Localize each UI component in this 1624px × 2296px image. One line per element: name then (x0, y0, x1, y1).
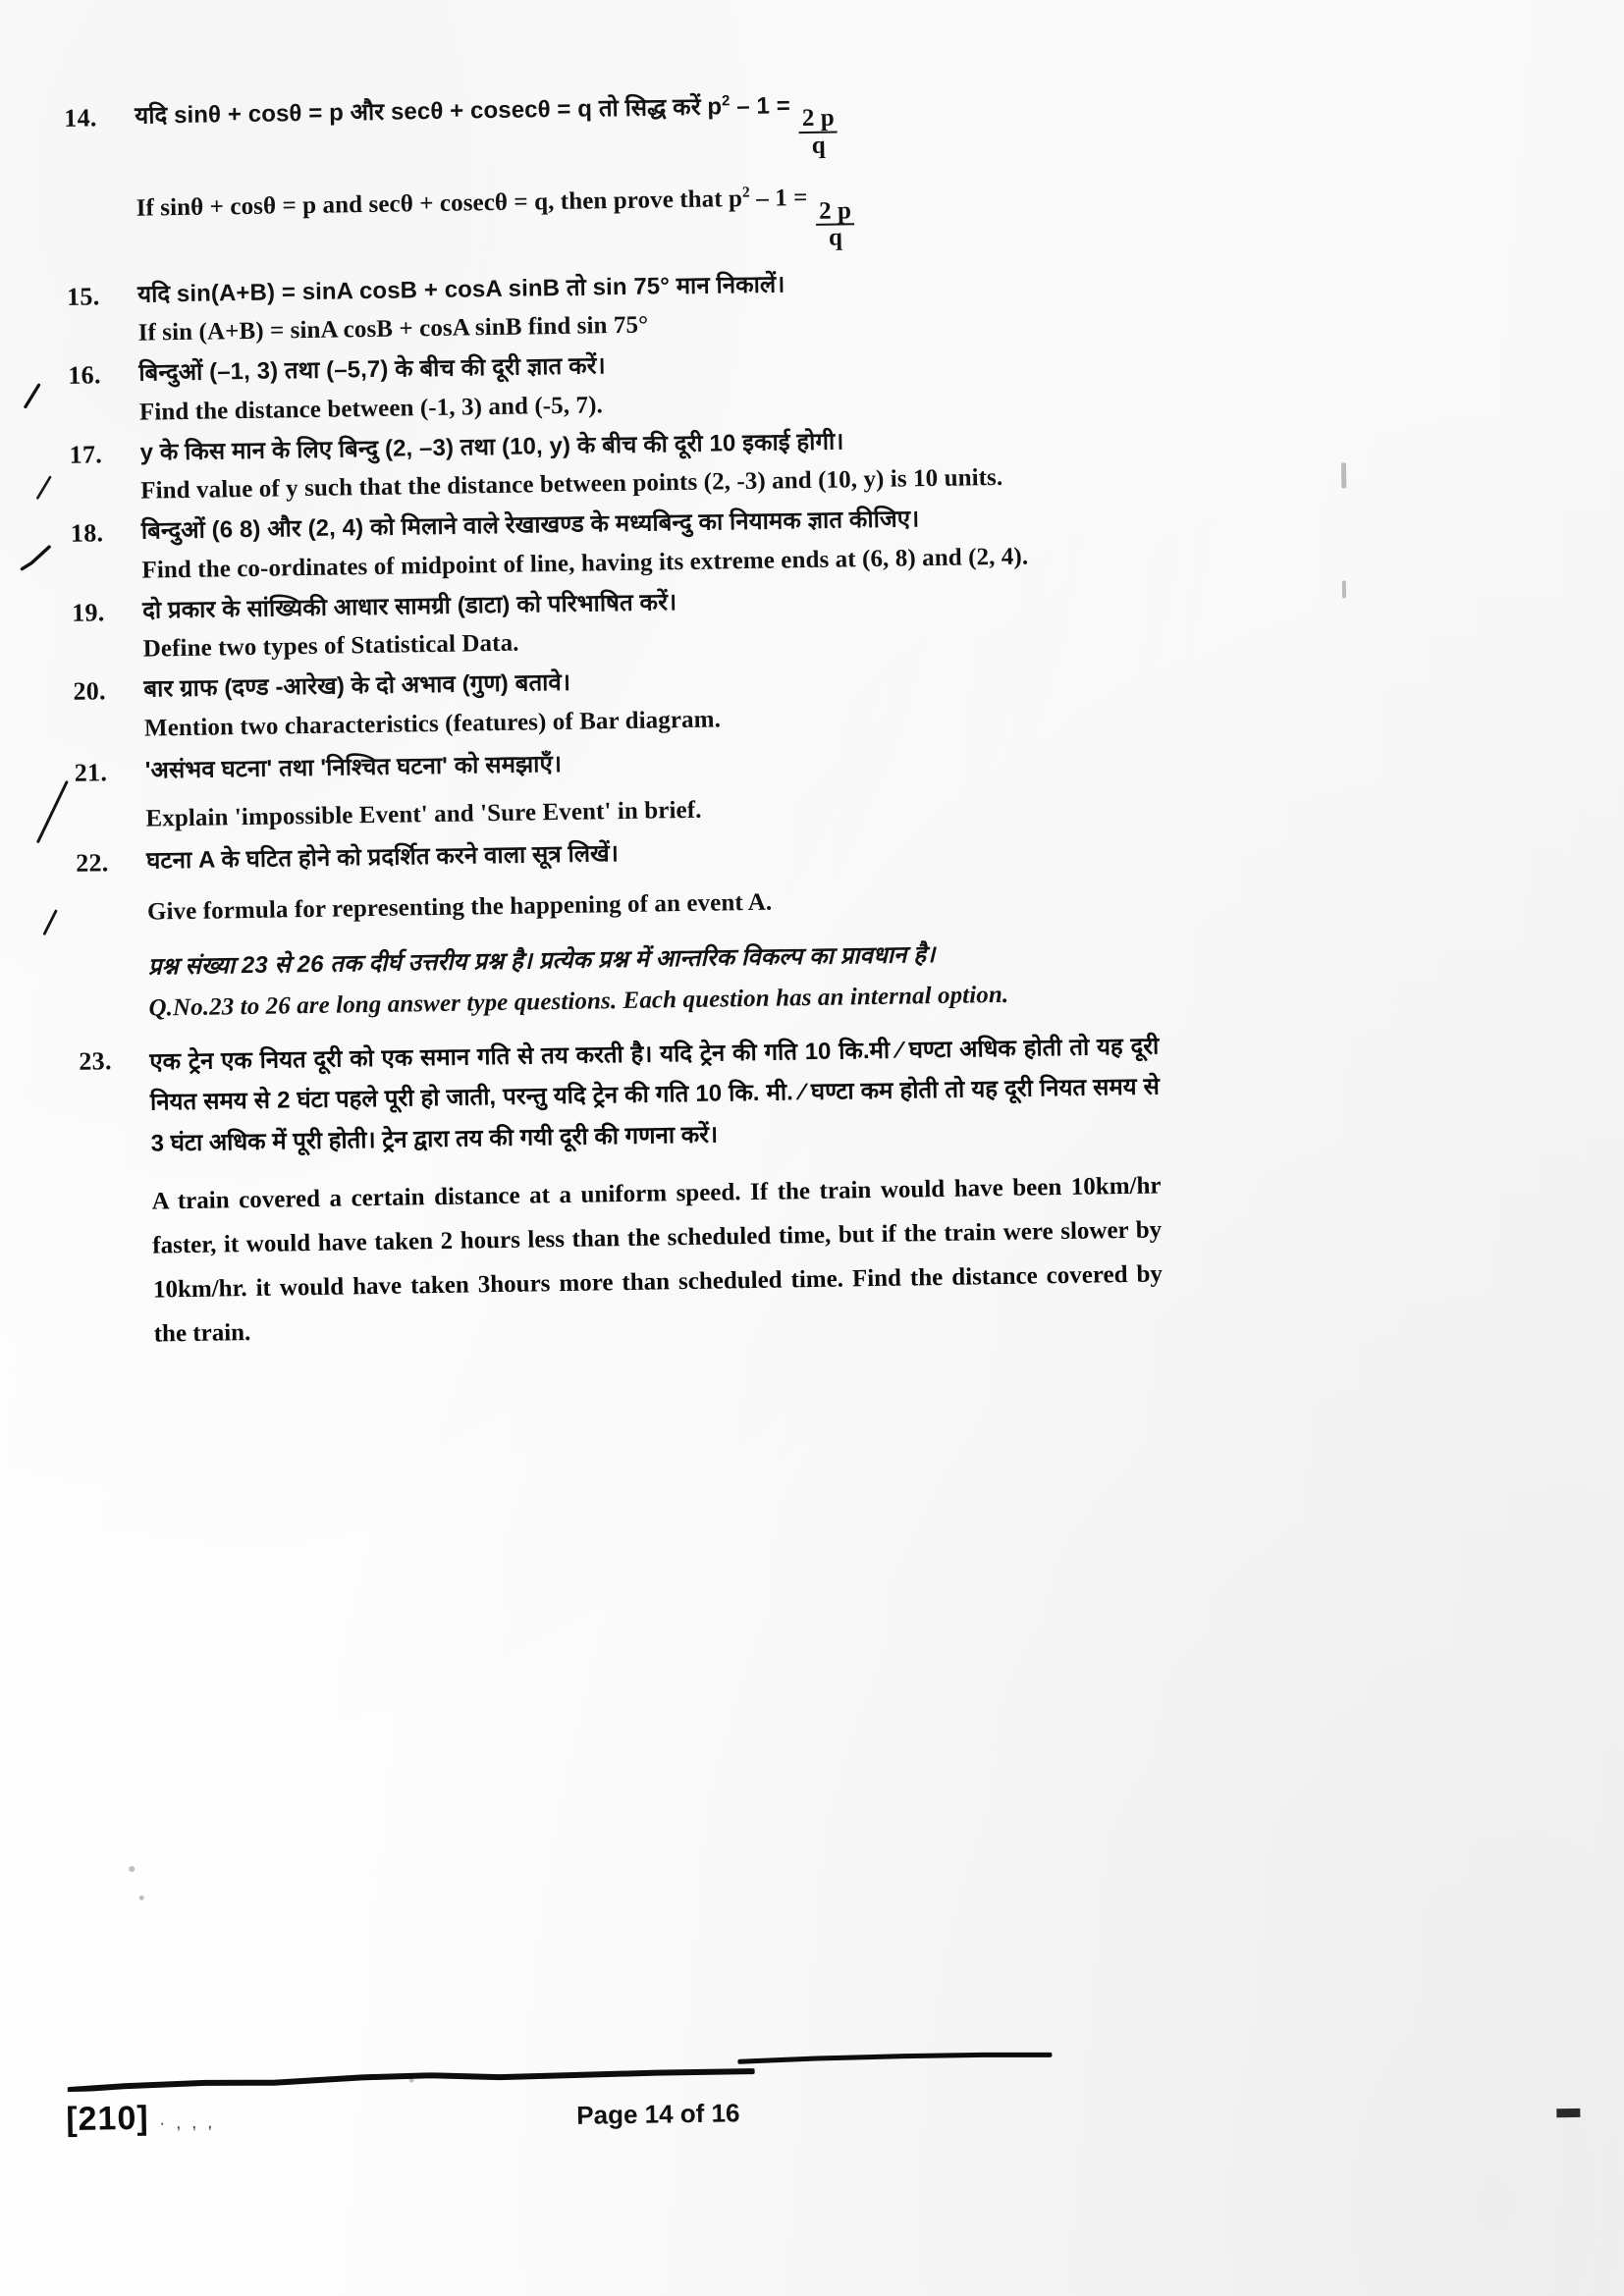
question-text-hindi: y के किस मान के लिए बिन्दु (2, –3) तथा (10, y) के बीच की दूरी 10 इकाई होगी। (139, 428, 844, 466)
question-text-hindi: यदि sinθ + cosθ = p और secθ + cosecθ = q तो सिद्ध करें $p^2 - 1$ = $\frac{2 p}{q}$ (135, 83, 1145, 169)
question-text-hindi: यदि sin(A+B) = sinA cosB + cosA sinB तो sin 75° मान निकालें। (136, 271, 785, 308)
question-body (146, 828, 1157, 934)
question-text-hindi: घटना A के घटित होने को प्रदर्शित करने वाला सूत्र लिखें। (145, 840, 620, 875)
handwritten-check-mark (33, 772, 85, 847)
question-number: 21. (74, 757, 108, 787)
question-number: 22. (75, 848, 109, 878)
question-item (64, 83, 1147, 265)
page-number-label: Page 14 of 16 (576, 2098, 740, 2130)
question-text-hindi: 'असंभव घटना' तथा 'निश्चित घटना' को समझाएँ। (144, 750, 563, 784)
question-text-english: Explain 'impossible Event' and 'Sure Event' in brief. (145, 796, 702, 832)
question-item (73, 657, 1154, 751)
question-text-hindi: बिन्दुओं (6 8) और (2, 4) को मिलाने वाले रेखाखण्ड के मध्यबिन्दु का नियामक ज्ञात कीजिए। (140, 506, 920, 546)
question-text-english: Give formula for representing the happening of an event A. (146, 888, 773, 926)
footer-smudge: · , , , (159, 2111, 216, 2133)
question-body (149, 1027, 1164, 1362)
fraction-numerator: 2 p (816, 198, 854, 226)
questions-container (64, 83, 1164, 1365)
handwritten-check-mark (34, 472, 67, 506)
question-number: 23. (79, 1046, 112, 1076)
question-body (138, 341, 1149, 434)
question-text-hindi: बिन्दुओं (–1, 3) तथा (–5,7) के बीच की दूरी ज्ञात करें। (138, 352, 606, 388)
question-number: 16. (68, 360, 102, 391)
question-number: 19. (71, 598, 105, 627)
handwritten-check-mark (41, 906, 72, 941)
question-text-english: If sinθ + cosθ = p and secθ + cosecθ = q, then prove that $p^2 - 1$ = $\frac{2 p}{q}$ (135, 175, 1146, 262)
instruction-text-hindi: प्रश्न संख्या 23 से 26 तक दीर्घ उत्तरीय प्रश्न है। प्रत्येक प्रश्न में आन्तरिक विकल्प का प्रावधान है। (147, 940, 936, 981)
question-body (141, 499, 1152, 592)
question-text-english: Find the co-ordinates of midpoint of line, having its extreme ends at (6, 8) and (2, 4). (141, 543, 1029, 584)
question-number: 20. (73, 676, 107, 707)
fraction-numerator: 2 p (799, 106, 838, 133)
question-number: 17. (69, 440, 103, 469)
footer-divider-right (737, 2048, 1052, 2060)
question-text-english: Define two types of Statistical Data. (142, 629, 519, 663)
fraction (799, 106, 839, 159)
fraction (816, 198, 855, 251)
question-body (135, 83, 1147, 264)
question-body (144, 737, 1155, 840)
question-number: 14. (64, 103, 97, 133)
fraction-denominator: q (828, 224, 843, 252)
question-text-hindi: दो प्रकार के सांख्यिकी आधार सामग्री (डाटा) को परिभाषित करें। (141, 588, 677, 624)
scan-speck (139, 1896, 144, 1900)
question-item (76, 828, 1157, 934)
question-body (142, 577, 1153, 670)
page-footer (66, 2084, 1146, 2139)
question-number: 18. (70, 518, 104, 549)
footer-code (66, 2093, 558, 2139)
question-number: 15. (66, 282, 100, 311)
question-item (68, 341, 1149, 435)
exponent: 2 (721, 93, 731, 110)
question-text-english: Mention two characteristics (features) of Bar diagram. (143, 706, 722, 742)
instruction-text-english: Q.No.23 to 26 are long answer type questions. Each question has an internal option. (148, 981, 1009, 1022)
question-text-english: A train covered a certain distance at a uniform speed. If the train would have been 10km/hr faster, it would have taken 2 hours less than the scheduled time, but if the train were slower by 10km/hr. it would have taken 3hours more than scheduled time. Find the distance covered by the train. (151, 1172, 1164, 1348)
question-item (71, 499, 1152, 593)
question-body (137, 261, 1148, 354)
fraction-denominator: q (811, 132, 826, 159)
footer-code-value: [210] (65, 2099, 149, 2139)
handwritten-check-mark (21, 379, 55, 415)
question-body (143, 657, 1154, 750)
question-item-long (79, 1027, 1164, 1363)
scan-edge-mark (1556, 2109, 1580, 2117)
question-text-hindi: बार ग्राफ (दण्ड -आरेख) के दो अभाव (गुण) बतावे। (143, 669, 571, 703)
exponent: 2 (741, 184, 750, 201)
question-text-english: Find value of y such that the distance between points (2, -3) and (10, y) is 10 units. (140, 464, 1003, 506)
question-item (67, 261, 1148, 355)
footer-divider-left (68, 2067, 755, 2088)
question-item (72, 577, 1153, 671)
handwritten-check-mark (20, 543, 66, 579)
question-text-english: If sin (A+B) = sinA cosB + cosA sinB find sin 75° (137, 311, 649, 347)
question-item (69, 419, 1150, 513)
instruction-block (148, 933, 1159, 1029)
scan-speck (1342, 580, 1346, 598)
question-text-english: Find the distance between (-1, 3) and (-5, 7). (138, 392, 604, 426)
question-text-hindi: एक ट्रेन एक नियत दूरी को एक समान गति से तय करती है। यदि ट्रेन की गति 10 कि.मी ⁄ घण्टा अधिक होती तो यह दूरी नियत समय से 2 घंटा पहले पूरी हो जाती, परन्तु यदि ट्रेन की गति 10 कि. मी. ⁄ घण्टा कम होती तो यह दूरी नियत समय से 3 घंटा अधिक में पूरी होती। ट्रेन द्वारा तय की गयी दूरी की गणना करें। (149, 1033, 1161, 1157)
question-body (139, 419, 1150, 512)
scan-speck (1341, 462, 1346, 488)
question-item (74, 737, 1155, 841)
scan-speck (129, 1866, 135, 1872)
